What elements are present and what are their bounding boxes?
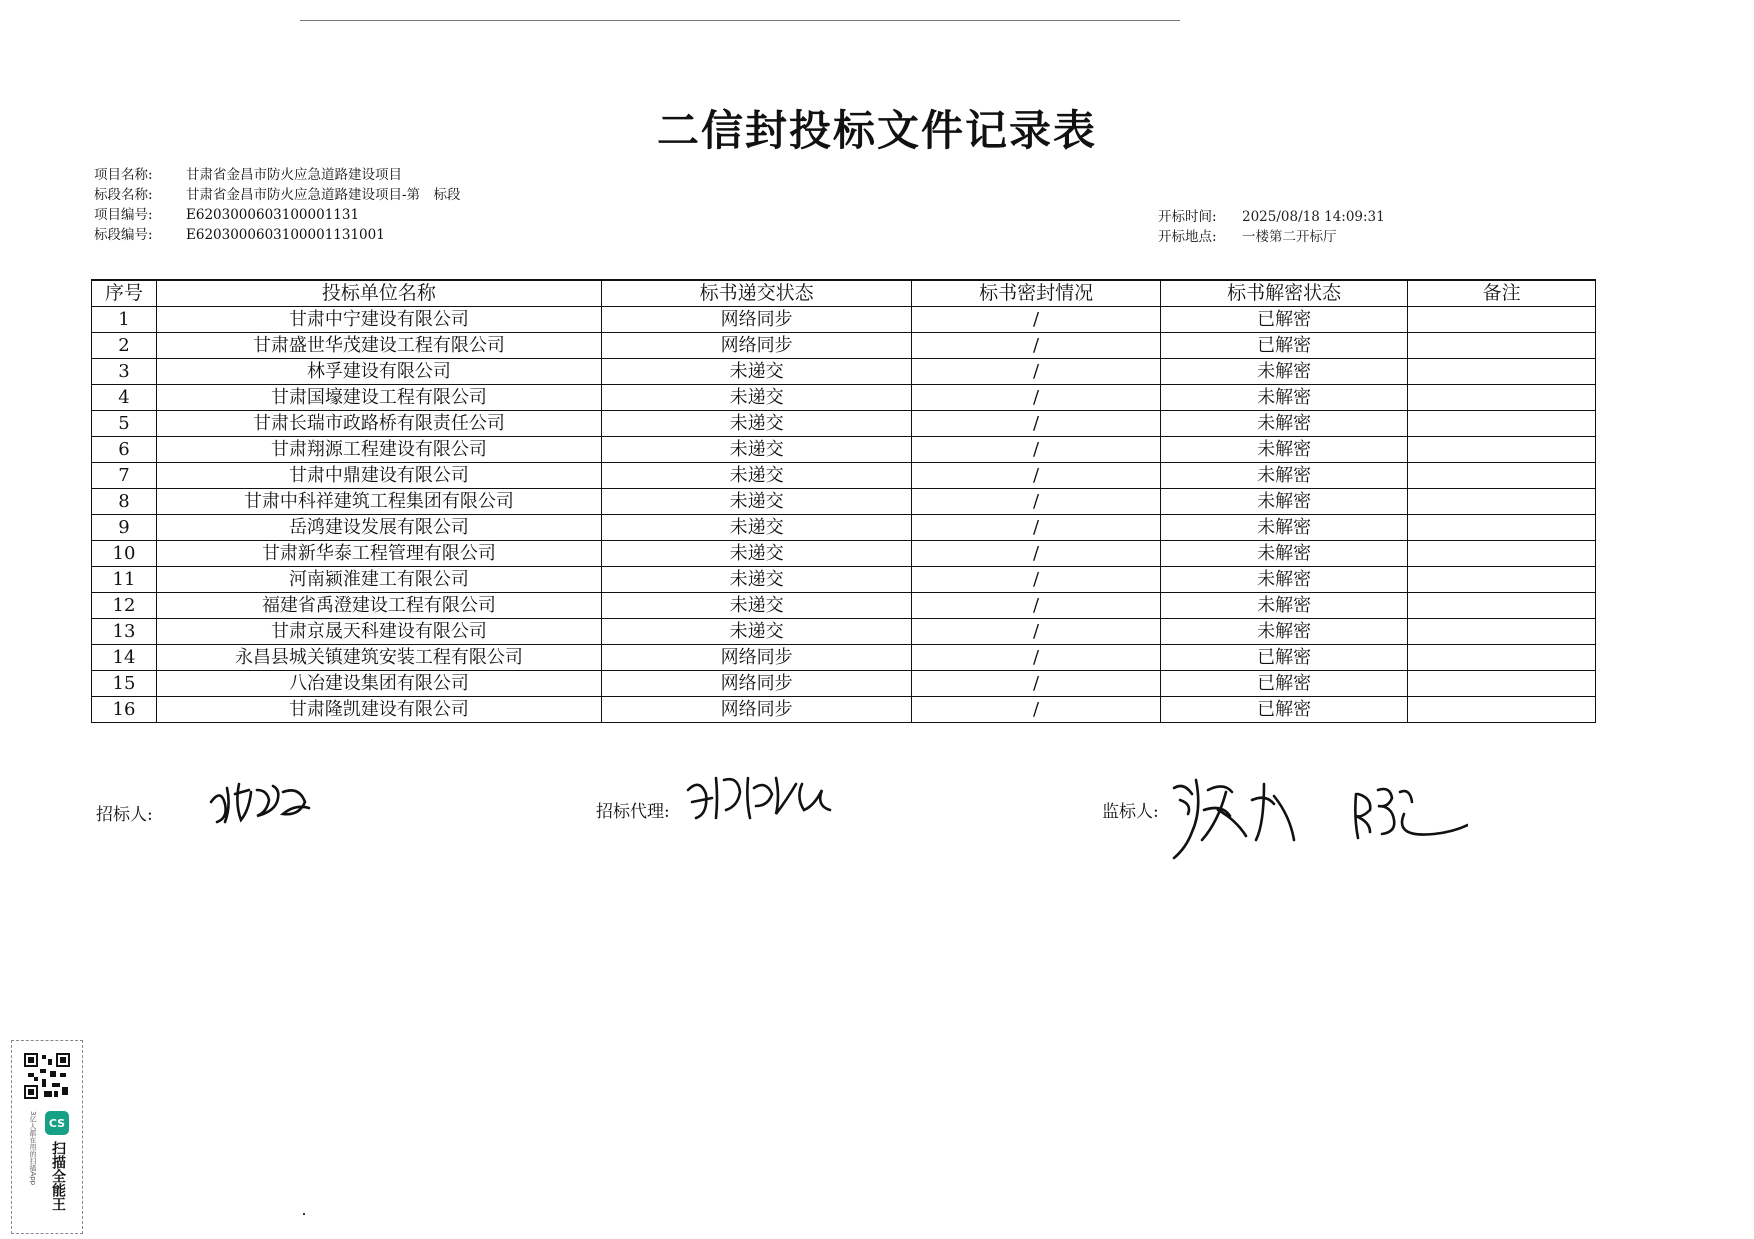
meta-label: 开标地点: [1158,229,1217,245]
decrypt-status: 未解密 [1160,619,1408,645]
bidder-name: 八冶建设集团有限公司 [156,671,601,697]
row-index: 16 [92,697,157,723]
row-index: 8 [92,489,157,515]
submit-status: 网络同步 [601,671,911,697]
table-row [92,333,1596,359]
seal-status: / [912,437,1161,463]
remarks [1408,593,1596,619]
table-row [92,593,1596,619]
seal-status: / [912,411,1161,437]
table-row [92,619,1596,645]
bid-record-table [91,279,1596,723]
bidder-name: 甘肃国壕建设工程有限公司 [156,385,601,411]
bidder-name: 甘肃盛世华茂建设工程有限公司 [156,333,601,359]
bidder-name: 甘肃新华泰工程管理有限公司 [156,541,601,567]
opening-time-row [1158,207,1385,227]
meta-label: 标段名称: [94,187,153,203]
bidder-name: 河南颍淮建工有限公司 [156,567,601,593]
bidder-name: 甘肃中鼎建设有限公司 [156,463,601,489]
seal-status: / [912,515,1161,541]
submit-status: 网络同步 [601,333,911,359]
scanner-watermark [11,1040,83,1234]
seal-status: / [912,567,1161,593]
meta-value: E6203000603100001131001 [186,227,385,243]
decrypt-status: 未解密 [1160,385,1408,411]
decrypt-status: 未解密 [1160,437,1408,463]
header-cell-bidder: 投标单位名称 [156,280,601,307]
scanner-brand: 扫描全能王 [50,1141,66,1211]
scan-speck [303,1213,305,1215]
bidder-name: 甘肃翔源工程建设有限公司 [156,437,601,463]
meta-label: 标段编号: [94,227,153,243]
bidder-name: 永昌县城关镇建筑安装工程有限公司 [156,645,601,671]
row-index: 13 [92,619,157,645]
decrypt-status: 已解密 [1160,645,1408,671]
remarks [1408,671,1596,697]
remarks [1408,437,1596,463]
header-cell-submit-status: 标书递交状态 [601,280,911,307]
bidder-name: 甘肃中科祥建筑工程集团有限公司 [156,489,601,515]
decrypt-status: 已解密 [1160,671,1408,697]
table-row [92,541,1596,567]
opening-info [1158,207,1385,247]
remarks [1408,541,1596,567]
seal-status: / [912,359,1161,385]
seal-status: / [912,697,1161,723]
decrypt-status: 未解密 [1160,567,1408,593]
table-row [92,463,1596,489]
remarks [1408,385,1596,411]
bidder-name: 甘肃京晟天科建设有限公司 [156,619,601,645]
header-cell-remarks: 备注 [1408,280,1596,307]
decrypt-status: 未解密 [1160,463,1408,489]
submit-status: 网络同步 [601,645,911,671]
meta-value: 甘肃省金昌市防火应急道路建设项目 [186,167,402,183]
submit-status: 网络同步 [601,697,911,723]
row-index: 9 [92,515,157,541]
tenderer-signature [205,780,315,828]
table-row [92,697,1596,723]
remarks [1408,567,1596,593]
decrypt-status: 未解密 [1160,593,1408,619]
meta-value: E6203000603100001131 [186,207,360,223]
row-index: 7 [92,463,157,489]
remarks [1408,697,1596,723]
remarks [1408,307,1596,333]
tenderer-label: 招标人: [96,805,153,825]
seal-status: / [912,593,1161,619]
submit-status: 网络同步 [601,307,911,333]
remarks [1408,333,1596,359]
row-index: 12 [92,593,157,619]
bidder-name: 甘肃长瑞市政路桥有限责任公司 [156,411,601,437]
page-title: 二信封投标文件记录表 [656,106,1097,155]
submit-status: 未递交 [601,385,911,411]
seal-status: / [912,385,1161,411]
row-index: 6 [92,437,157,463]
table-row [92,411,1596,437]
qr-code-icon [24,1053,70,1099]
meta-value: 一楼第二开标厅 [1242,229,1337,245]
meta-label: 项目名称: [94,167,153,183]
agent-signature [684,770,834,826]
remarks [1408,411,1596,437]
seal-status: / [912,671,1161,697]
bidder-name: 岳鸿建设发展有限公司 [156,515,601,541]
header-cell-decrypt-status: 标书解密状态 [1160,280,1408,307]
table-row [92,307,1596,333]
project-number-row [94,205,461,225]
seal-status: / [912,619,1161,645]
row-index: 3 [92,359,157,385]
remarks [1408,645,1596,671]
project-name-row [94,165,461,185]
section-number-row [94,225,461,245]
submit-status: 未递交 [601,567,911,593]
submit-status: 未递交 [601,541,911,567]
bidder-name: 甘肃隆凯建设有限公司 [156,697,601,723]
remarks [1408,489,1596,515]
meta-value: 甘肃省金昌市防火应急道路建设项目-第 标段 [186,187,461,203]
camscanner-logo-icon: CS [45,1111,69,1135]
scan-edge-line [300,20,1180,21]
table-row [92,645,1596,671]
seal-status: / [912,645,1161,671]
decrypt-status: 未解密 [1160,359,1408,385]
decrypt-status: 已解密 [1160,307,1408,333]
decrypt-status: 已解密 [1160,697,1408,723]
submit-status: 未递交 [601,489,911,515]
agent-label: 招标代理: [596,802,670,822]
row-index: 5 [92,411,157,437]
meta-label: 开标时间: [1158,209,1217,225]
decrypt-status: 未解密 [1160,489,1408,515]
row-index: 10 [92,541,157,567]
row-index: 2 [92,333,157,359]
header-cell-seal-status: 标书密封情况 [912,280,1161,307]
row-index: 14 [92,645,157,671]
row-index: 4 [92,385,157,411]
table-row [92,515,1596,541]
remarks [1408,463,1596,489]
section-name-row [94,185,461,205]
seal-status: / [912,333,1161,359]
table-row [92,567,1596,593]
meta-value: 2025/08/18 14:09:31 [1242,209,1385,225]
decrypt-status: 未解密 [1160,411,1408,437]
table-row [92,385,1596,411]
seal-status: / [912,489,1161,515]
supervisor-label: 监标人: [1102,802,1159,822]
table-row [92,671,1596,697]
submit-status: 未递交 [601,437,911,463]
table-row [92,437,1596,463]
remarks [1408,515,1596,541]
submit-status: 未递交 [601,593,911,619]
submit-status: 未递交 [601,515,911,541]
remarks [1408,359,1596,385]
row-index: 1 [92,307,157,333]
submit-status: 未递交 [601,411,911,437]
decrypt-status: 未解密 [1160,515,1408,541]
project-info [94,165,461,245]
row-index: 15 [92,671,157,697]
row-index: 11 [92,567,157,593]
remarks [1408,619,1596,645]
seal-status: / [912,541,1161,567]
bidder-name: 甘肃中宁建设有限公司 [156,307,601,333]
bidder-name: 福建省禹澄建设工程有限公司 [156,593,601,619]
bidder-name: 林孚建设有限公司 [156,359,601,385]
submit-status: 未递交 [601,463,911,489]
table-header-row [92,280,1596,307]
seal-status: / [912,463,1161,489]
table-row [92,489,1596,515]
submit-status: 未递交 [601,619,911,645]
seal-status: / [912,307,1161,333]
scanner-slogan: 3亿人都在用的扫描App [29,1111,37,1186]
opening-location-row [1158,227,1385,247]
table-row [92,359,1596,385]
header-cell-index: 序号 [92,280,157,307]
supervisor-signature [1168,770,1468,862]
decrypt-status: 已解密 [1160,333,1408,359]
meta-label: 项目编号: [94,207,153,223]
decrypt-status: 未解密 [1160,541,1408,567]
submit-status: 未递交 [601,359,911,385]
